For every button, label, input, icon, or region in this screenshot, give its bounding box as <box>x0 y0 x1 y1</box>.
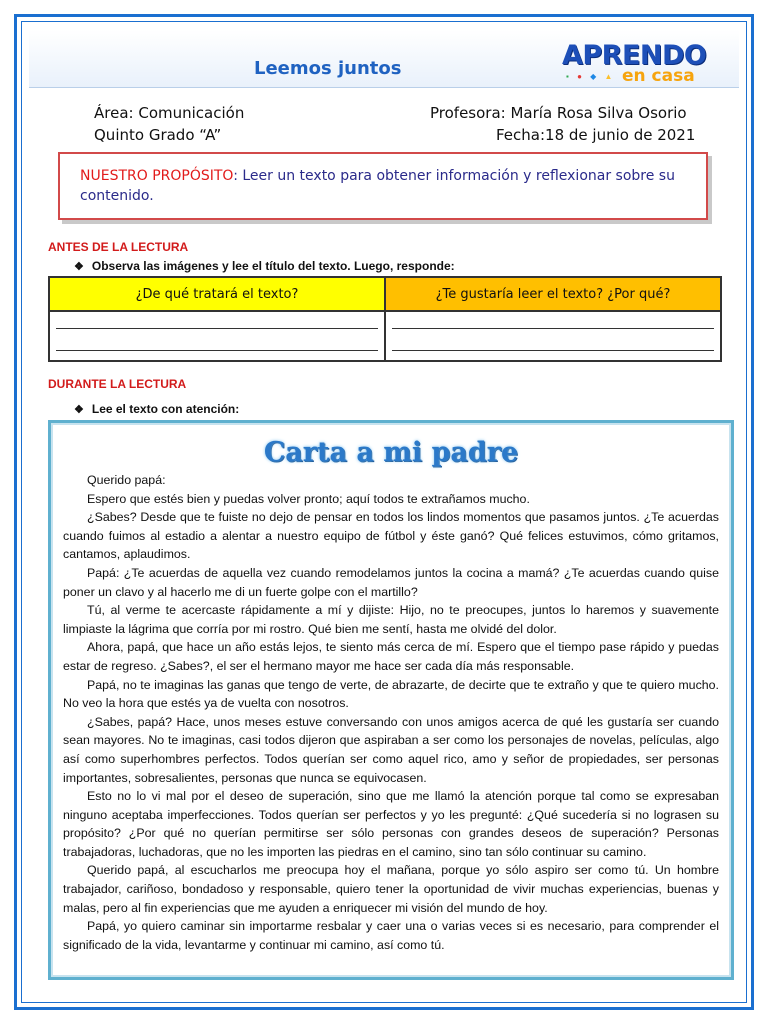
letter-paragraph: Papá: ¿Te acuerdas de aquella vez cuando remodelamos juntos la cocina a mamá? ¿Te acuerdas cuando quise poner un clavo y al hacerlo me di un fuerte golpe con el martillo? <box>63 565 719 599</box>
question-2-header: ¿Te gustaría leer el texto? ¿Por qué? <box>386 278 720 310</box>
letter-body <box>63 471 719 954</box>
before-reading-instruction <box>74 259 455 273</box>
question-1-header: ¿De qué tratará el texto? <box>50 278 386 310</box>
letter-paragraph: Querido papá, al escucharlos me preocupa hoy el mañana, porque yo sólo aspiro ser como tú. Un hombre trabajador, cariñoso, bondadoso y responsable, quiero tener la oportunidad de vivir muchas experiencias, buenas y malas, pero al fin experiencias que me ayuden a enriquecer mi visión del mundo de hoy. <box>63 863 719 915</box>
purpose-label: NUESTRO PROPÓSITO <box>80 168 234 184</box>
meta-grade: Quinto Grado “A” <box>94 126 222 144</box>
questions-table-header <box>50 278 720 312</box>
logo-shapes-icon <box>566 72 615 81</box>
letter-paragraph: Papá, yo quiero caminar sin importarme resbalar y caer una o varias veces si es necesario, para comprender el significado de la vida, levantarme y continuar mi camino, así como tú. <box>63 919 719 952</box>
meta-teacher: Profesora: María Rosa Silva Osorio <box>430 104 687 122</box>
letter-paragraph: ¿Sabes, papá? Hace, unos meses estuve conversando con unos amigos acerca de qué les gustaría ser cuando sean mayores. No te imaginas, casi todos dijeron que aspiraban a ser como los personajes de novelas, películas, algo así como superhombres perfectos. Todos querían ser como aquel rico, amo y señor de propiedades, ser personas importantes, sobresalientes, personas que nunca se equivocasen. <box>63 714 719 785</box>
logo-shape-diamond: ◆ <box>590 72 600 81</box>
questions-table <box>48 276 722 362</box>
questions-table-body <box>50 312 720 360</box>
purpose-text: : Leer un texto para obtener información y reflexionar sobre su contenido. <box>80 168 675 204</box>
answer-1-area[interactable] <box>50 312 386 360</box>
letter-paragraph: Papá, no te imaginas las ganas que tengo de verte, de abrazarte, de decirte que te extraño y que te quiero mucho. No veo la hora que estés ya de vuelta con nosotros. <box>63 677 719 711</box>
bullet-icon: ❖ <box>74 404 84 416</box>
during-reading-instruction <box>74 402 239 416</box>
letter-paragraph: ¿Sabes? Desde que te fuiste no dejo de pensar en todos los lindos momentos que pasamos juntos. ¿Te acuerdas cuando fuimos al estadio a alentar a nuestro equipo de fútbol y éste ganó? Qué felices estuvimos, cómo gritamos, cantamos, aplaudimos. <box>63 510 719 562</box>
letter-paragraph: Tú, al verme te acercaste rápidamente a mí y dijiste: Hijo, no te preocupes, juntos lo haremos y suavemente limpiaste la lágrima que corría por mi rostro. Qué bien me sentí, hasta me olvidé del dolor. <box>63 603 719 636</box>
reading-text-box <box>48 420 734 980</box>
answer-line <box>56 328 378 329</box>
letter-paragraph: Espero que estés bien y puedas volver pronto; aquí todos te extrañamos mucho. <box>87 491 530 506</box>
logo-shape-square: ▪ <box>566 72 572 81</box>
letter-paragraph: Esto no lo vi mal por el deseo de superación, sino que me llamó la atención porque tal como se expresaban ninguno aceptaba imperfecciones. Todos querían ser perfectos y yo les pregunté: ¿Qué sucedería si no lograsen su propósito? ¿Por qué no querían permitirse ser sólo personas con grandes deseos de superación? Personas trabajadoras, luchadoras, que no les importen las piedras en el camino, sino tan sólo continuar su camino. <box>63 789 719 859</box>
page-title: Leemos juntos <box>254 58 402 79</box>
answer-line <box>392 328 714 329</box>
letter-paragraph: Ahora, papá, que hace un año estás lejos, te siento más cerca de mí. Espero que el tiempo pase rápido y puedas estar de regreso. ¿Sabes?, el ser el hermano mayor me hace ser cada día más responsable. <box>63 640 719 673</box>
instruction-text: Lee el texto con atención: <box>91 402 240 416</box>
bullet-icon: ❖ <box>74 261 84 273</box>
meta-area: Área: Comunicación <box>94 104 245 122</box>
letter-title: Carta a mi padre <box>263 437 519 468</box>
answer-line <box>56 350 378 351</box>
logo-wordmark-top: APRENDO <box>562 40 707 71</box>
answer-2-area[interactable] <box>386 312 720 360</box>
purpose-box <box>58 152 708 220</box>
logo-wordmark-bottom: en casa <box>622 66 695 86</box>
instruction-text: Observa las imágenes y lee el título del texto. Luego, responde: <box>91 259 455 273</box>
answer-line <box>392 350 714 351</box>
logo-shape-triangle: ▲ <box>604 72 616 81</box>
letter-paragraph: Querido papá: <box>87 473 166 487</box>
before-reading-heading: ANTES DE LA LECTURA <box>48 240 189 254</box>
logo-shape-circle: ● <box>577 72 585 81</box>
during-reading-heading: DURANTE LA LECTURA <box>48 377 187 391</box>
aprendo-en-casa-logo <box>560 40 725 88</box>
meta-date: Fecha:18 de junio de 2021 <box>496 126 696 144</box>
